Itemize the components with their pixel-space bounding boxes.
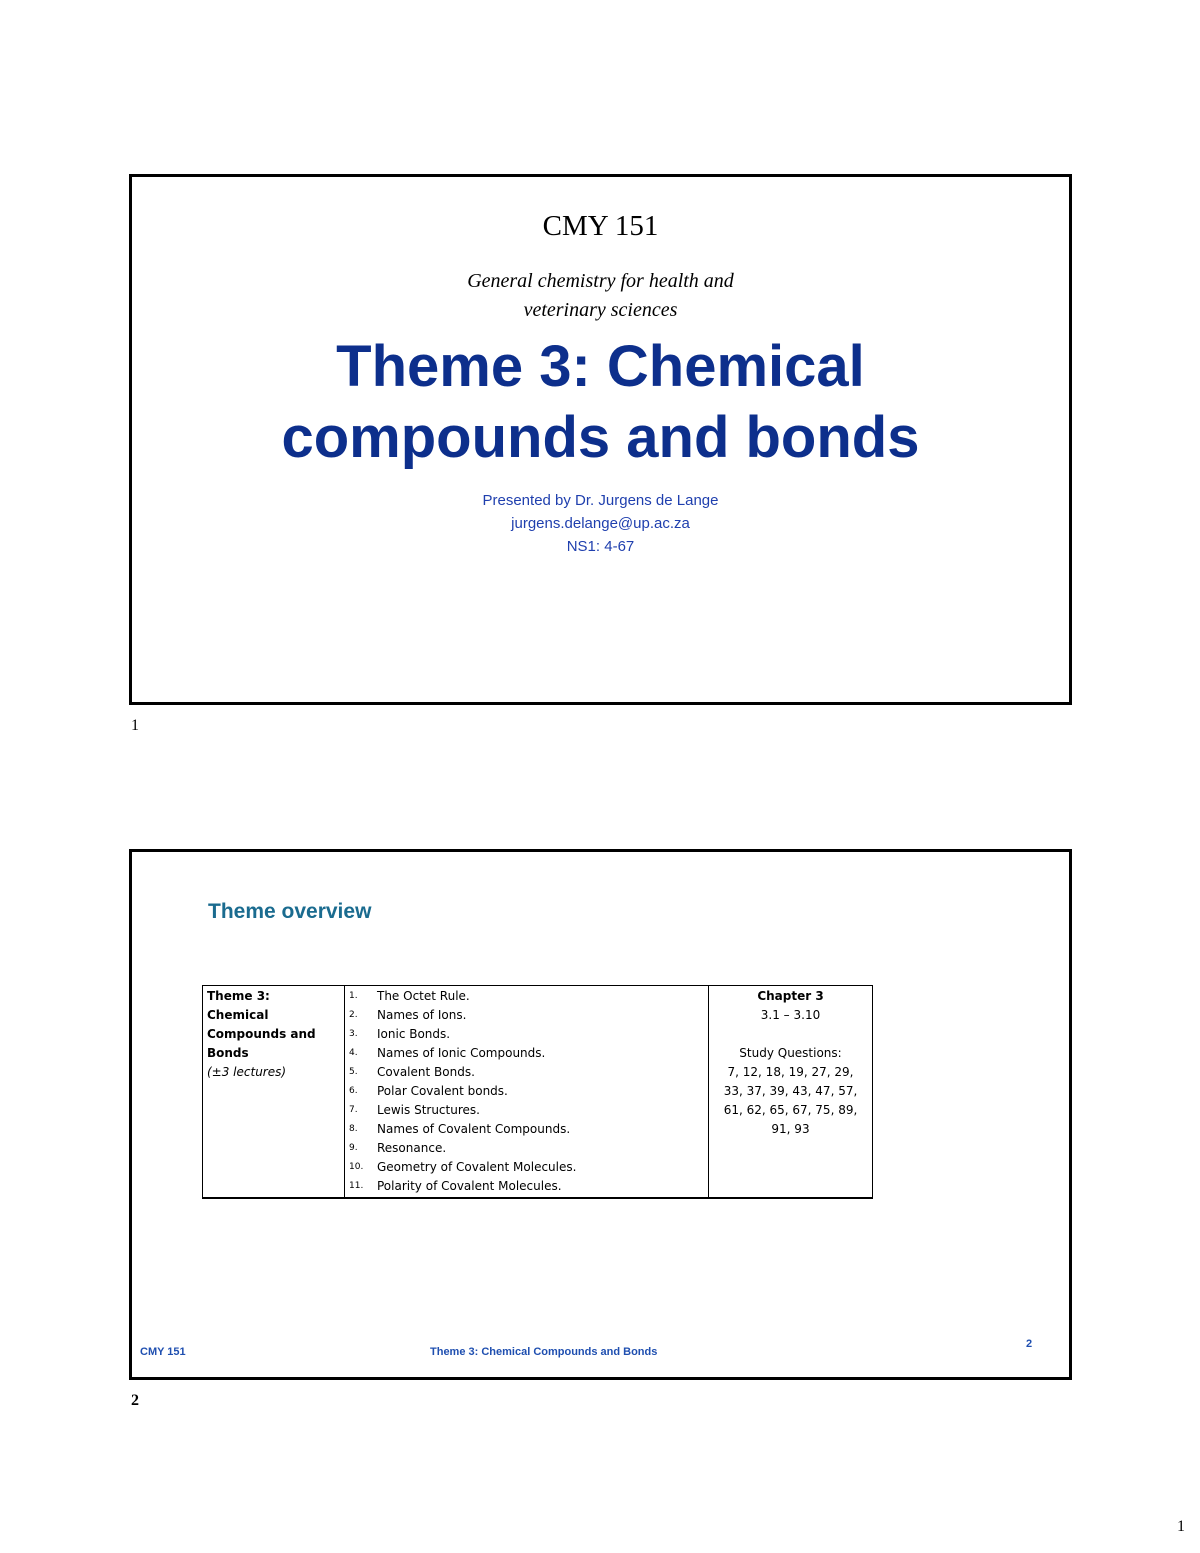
topic-text: Polar Covalent bonds. <box>377 1084 508 1098</box>
theme-line: Theme 3: <box>207 989 270 1003</box>
list-item <box>349 1139 704 1158</box>
topic-number: 10. <box>349 1162 364 1172</box>
topic-list <box>349 987 704 1196</box>
chapter-range: 3.1 – 3.10 <box>760 1008 821 1022</box>
lecture-count: (±3 lectures) <box>207 1065 287 1079</box>
list-item <box>349 1120 704 1139</box>
topic-text: Geometry of Covalent Molecules. <box>377 1160 577 1174</box>
list-item <box>349 1063 704 1082</box>
study-questions-line: 33, 37, 39, 43, 47, 57, <box>723 1084 858 1098</box>
slide-2-number: 2 <box>131 1392 139 1409</box>
study-questions-line: 7, 12, 18, 19, 27, 29, <box>727 1065 854 1079</box>
subtitle-line-1: General chemistry for health and <box>467 270 734 292</box>
theme-line: Compounds and <box>207 1027 316 1041</box>
slide-2 <box>129 849 1072 1380</box>
list-item <box>349 1006 704 1025</box>
topic-text: Names of Ions. <box>377 1008 467 1022</box>
slide-1 <box>129 174 1072 705</box>
topic-number: 4. <box>349 1048 358 1058</box>
theme-line: Bonds <box>207 1046 249 1060</box>
theme-line: Chemical <box>207 1008 269 1022</box>
topic-text: Resonance. <box>377 1141 447 1155</box>
list-item <box>349 1044 704 1063</box>
course-subtitle <box>132 267 1069 325</box>
presenter-info <box>132 489 1069 558</box>
topic-text: Ionic Bonds. <box>377 1027 451 1041</box>
footer-theme: Theme 3: Chemical Compounds and Bonds <box>430 1346 658 1358</box>
topic-text: Covalent Bonds. <box>377 1065 475 1079</box>
topic-text: Polarity of Covalent Molecules. <box>377 1179 562 1193</box>
topic-number: 8. <box>349 1124 358 1134</box>
chapter-title: Chapter 3 <box>757 989 824 1003</box>
topic-number: 5. <box>349 1067 358 1077</box>
slide-title <box>132 331 1069 473</box>
presenter-name: Presented by Dr. Jurgens de Lange <box>482 492 719 509</box>
topic-number: 11. <box>349 1181 364 1191</box>
list-item <box>349 1082 704 1101</box>
footer-course: CMY 151 <box>140 1346 186 1358</box>
list-item <box>349 1101 704 1120</box>
topic-number: 7. <box>349 1105 358 1115</box>
list-item <box>349 987 704 1006</box>
section-heading: Theme overview <box>208 900 372 923</box>
study-questions-label: Study Questions: <box>739 1046 842 1060</box>
title-line-2: compounds and bonds <box>281 405 920 470</box>
topic-text: Names of Covalent Compounds. <box>377 1122 571 1136</box>
page-number: 1 <box>1177 1518 1185 1535</box>
course-code: CMY 151 <box>542 210 659 242</box>
presenter-office: NS1: 4-67 <box>566 538 635 555</box>
title-line-1: Theme 3: Chemical <box>336 334 865 399</box>
list-item <box>349 1177 704 1196</box>
list-item <box>349 1158 704 1177</box>
topic-text: Lewis Structures. <box>377 1103 480 1117</box>
subtitle-line-2: veterinary sciences <box>523 299 678 321</box>
theme-overview-table <box>202 985 873 1199</box>
chapter-cell <box>709 986 873 1199</box>
study-questions-line: 91, 93 <box>771 1122 810 1136</box>
topic-number: 3. <box>349 1029 358 1039</box>
theme-cell <box>203 986 345 1199</box>
topics-cell <box>345 986 709 1199</box>
table-row <box>203 986 873 1199</box>
footer-slide-number: 2 <box>1026 1338 1033 1350</box>
study-questions-line: 61, 62, 65, 67, 75, 89, <box>723 1103 858 1117</box>
list-item <box>349 1025 704 1044</box>
topic-number: 2. <box>349 1010 358 1020</box>
slide-1-number: 1 <box>131 717 139 734</box>
topic-number: 9. <box>349 1143 358 1153</box>
topic-text: Names of Ionic Compounds. <box>377 1046 546 1060</box>
presenter-email: jurgens.delange@up.ac.za <box>511 515 690 532</box>
topic-number: 6. <box>349 1086 358 1096</box>
topic-text: The Octet Rule. <box>377 989 470 1003</box>
topic-number: 1. <box>349 991 358 1001</box>
